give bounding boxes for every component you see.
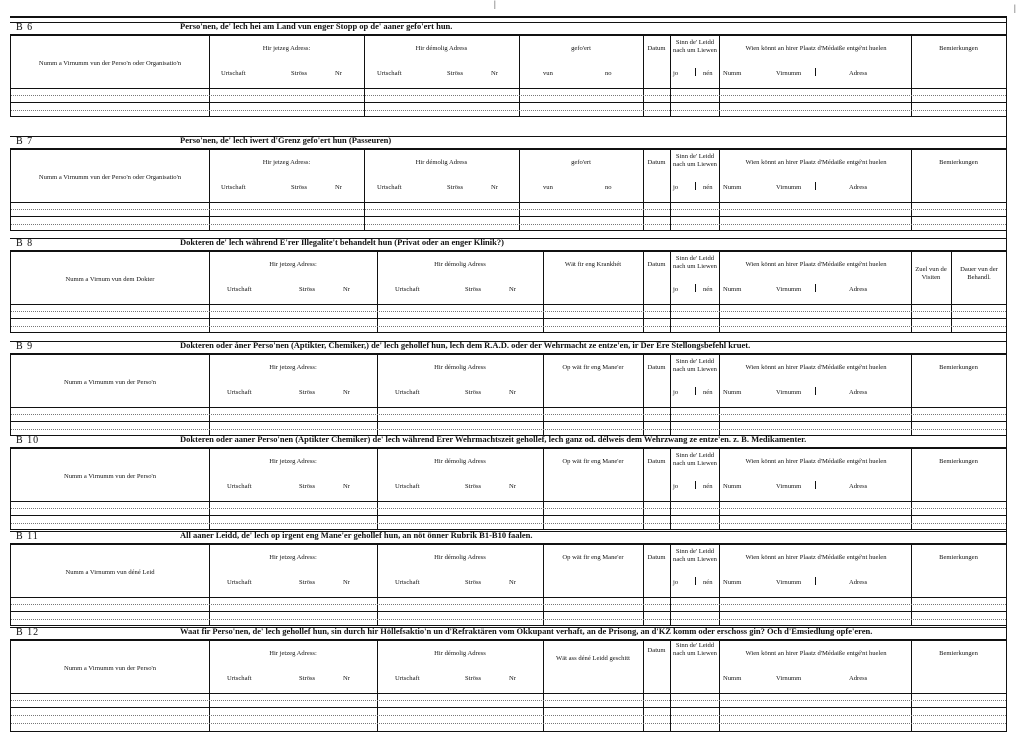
- col-datum: Datum: [647, 159, 666, 166]
- sub-strass: Ströss: [465, 675, 482, 682]
- sub-adress: Adress: [849, 675, 868, 682]
- section-title: Dokteren oder åner Perso'nen (Aptikter, Chemiker,) de' lech gehollef hun, lech dem R.A.D. oder der Wehrmacht ze entze'en, ir Der Ere Stellongsbefehl kruet.: [180, 340, 751, 350]
- sub-ort: Urtschaft: [227, 483, 252, 490]
- sub-virnumm: Virnumm: [776, 579, 802, 586]
- sub-jo: jo: [673, 70, 679, 77]
- section-table: [10, 353, 1007, 436]
- col-bemierk: Bemierkungen: [939, 364, 978, 371]
- sub-vun: vun: [543, 184, 553, 191]
- col-sinn: Sinn de' Leidd nach um Liewen: [673, 153, 717, 168]
- sub-numm: Numm: [723, 184, 742, 191]
- sub-ort: Urtschaft: [227, 389, 252, 396]
- col-sinn: Sinn de' Leidd nach um Liewen: [673, 642, 717, 657]
- col-wien: Wien könnt an hirer Plaatz d'Médaiße entgé'nt huelen: [745, 261, 887, 268]
- col-name: Numm a Virnumm vun der Perso'n: [63, 473, 157, 480]
- sub-strass: Ströss: [465, 483, 482, 490]
- sub-strass: Ströss: [465, 286, 482, 293]
- col-gefoert: gefo'ert: [571, 45, 591, 52]
- sub-numm: Numm: [723, 389, 742, 396]
- sub-no: no: [605, 184, 612, 191]
- sub-nen: nén: [703, 483, 713, 490]
- section-title: All aaner Leidd, de' lech op irgent eng Mane'er gehollef hun, an nöt önner Rubrik B1-B10 faalen.: [180, 530, 533, 540]
- sub-ort: Urtschaft: [227, 579, 252, 586]
- col-name: Numm a Virnumm vun der Perso'n oder Organisatio'n: [38, 174, 182, 181]
- sub-strass: Ströss: [299, 389, 316, 396]
- sub-virnumm: Virnumm: [776, 675, 802, 682]
- sub-strass: Ströss: [447, 70, 464, 77]
- sub-ort: Urtschaft: [227, 675, 252, 682]
- col-addr-then: Hir démolig Adress: [434, 650, 486, 657]
- col-bemierk: Bemierkungen: [939, 45, 978, 52]
- sub-nr: Nr: [343, 579, 350, 586]
- sub-numm: Numm: [723, 675, 742, 682]
- sub-ort: Urtschaft: [221, 70, 246, 77]
- col-gefoert: gefo'ert: [571, 159, 591, 166]
- sub-strass: Ströss: [299, 675, 316, 682]
- sub-nr: Nr: [509, 286, 516, 293]
- sub-nr: Nr: [343, 483, 350, 490]
- col-bemierk: Bemierkungen: [939, 650, 978, 657]
- section-table: [10, 543, 1007, 626]
- sub-ort: Urtschaft: [221, 184, 246, 191]
- col-manner: Op wät fir eng Mane'er: [562, 458, 624, 465]
- sub-ort: Urtschaft: [395, 389, 420, 396]
- col-addr-then: Hir démolig Adress: [434, 364, 486, 371]
- col-bemierk: Bemierkungen: [939, 458, 978, 465]
- col-krankhet: Wät fir eng Krankhét: [564, 261, 622, 268]
- sub-virnumm: Virnumm: [776, 70, 802, 77]
- sub-strass: Ströss: [447, 184, 464, 191]
- sub-numm: Numm: [723, 70, 742, 77]
- section-code: B 8: [16, 238, 34, 249]
- col-wien: Wien könnt an hirer Plaatz d'Médaiße entgé'nt huelen: [745, 554, 887, 561]
- sub-nen: nén: [703, 70, 713, 77]
- col-datum: Datum: [647, 554, 666, 561]
- sub-adress: Adress: [849, 389, 868, 396]
- sub-nr: Nr: [491, 184, 498, 191]
- sub-adress: Adress: [849, 70, 868, 77]
- col-geschitt: Wät ass déné Leidd geschitt: [556, 655, 630, 662]
- sub-ort: Urtschaft: [377, 70, 402, 77]
- sub-nen: nén: [703, 184, 713, 191]
- col-wien: Wien könnt an hirer Plaatz d'Médaiße entgé'nt huelen: [745, 159, 887, 166]
- section-title: Waat fir Perso'nen, de' lech gehollef hun, sin durch hir Höllefsaktio'n un d'Refraktären vom Okkupant verhaft, an de Prisong, an d'KZ komm oder erschoss gin? Och d'Emsiedlung opfe'eren.: [180, 626, 873, 636]
- sub-adress: Adress: [849, 579, 868, 586]
- col-datum: Datum: [647, 647, 666, 654]
- sub-strass: Ströss: [291, 70, 308, 77]
- col-manner: Op wät fir eng Mane'er: [562, 364, 624, 371]
- section-code: B 11: [16, 531, 39, 542]
- section-table: [10, 250, 1007, 333]
- section-title: Dokteren oder aaner Perso'nen (Aptikter Chemiker) de' lech während Erer Wehrmachtszeit gehollef, lech ganz od. délweis dem Wehrzwang ze entze'en. z. B. Medikamenter.: [180, 434, 807, 444]
- col-wien: Wien könnt an hirer Plaatz d'Médaiße entgé'nt huelen: [745, 364, 887, 371]
- sub-ort: Urtschaft: [395, 483, 420, 490]
- col-name: Numm a Virnum vun dem Dokter: [65, 276, 155, 283]
- registration-mark: |: [494, 0, 496, 9]
- col-wien: Wien könnt an hirer Plaatz d'Médaiße entgé'nt huelen: [745, 458, 887, 465]
- sub-adress: Adress: [849, 184, 868, 191]
- col-addr-now: Hir jetzeg Adress:: [262, 159, 311, 166]
- col-datum: Datum: [647, 364, 666, 371]
- sub-ort: Urtschaft: [395, 286, 420, 293]
- col-addr-now: Hir jetzeg Adress:: [269, 261, 317, 268]
- col-manner: Op wät fir eng Mane'er: [562, 554, 624, 561]
- col-addr-now: Hir jetzeg Adress:: [269, 650, 317, 657]
- col-wien: Wien könnt an hirer Plaatz d'Médaiße entgé'nt huelen: [745, 650, 887, 657]
- sub-vun: vun: [543, 70, 553, 77]
- col-addr-now: Hir jetzeg Adress:: [269, 364, 317, 371]
- col-name: Numm a Virnumm vun der Perso'n: [63, 379, 157, 386]
- sub-nen: nén: [703, 579, 713, 586]
- section-title: Perso'nen, de' lech hei am Land vun enger Stopp op de' aaner gefo'ert hun.: [180, 21, 453, 31]
- sub-nr: Nr: [335, 184, 342, 191]
- sub-ort: Urtschaft: [395, 579, 420, 586]
- col-datum: Datum: [647, 45, 666, 52]
- section-code: B 9: [16, 341, 34, 352]
- sub-no: no: [605, 70, 612, 77]
- col-addr-now: Hir jetzeg Adress:: [269, 554, 317, 561]
- section-code: B 6: [16, 22, 34, 33]
- sub-strass: Ströss: [299, 483, 316, 490]
- section-title: Dokteren de' lech während E'rer Illegalite't behandelt hun (Privat oder an enger Klinik?): [180, 237, 504, 247]
- sub-nr: Nr: [491, 70, 498, 77]
- col-bemierk: Bemierkungen: [939, 554, 978, 561]
- col-sinn: Sinn de' Leidd nach um Liewen: [673, 39, 717, 54]
- sub-nr: Nr: [509, 483, 516, 490]
- sub-virnumm: Virnumm: [776, 389, 802, 396]
- sub-numm: Numm: [723, 483, 742, 490]
- sub-ort: Urtschaft: [377, 184, 402, 191]
- section-table: [10, 639, 1007, 732]
- sub-nr: Nr: [509, 675, 516, 682]
- sub-nr: Nr: [509, 579, 516, 586]
- col-sinn: Sinn de' Leidd nach um Liewen: [673, 358, 717, 373]
- sub-jo: jo: [673, 483, 679, 490]
- sub-adress: Adress: [849, 286, 868, 293]
- col-addr-then: Hir démolig Adress: [415, 159, 468, 166]
- sub-strass: Ströss: [291, 184, 308, 191]
- sub-numm: Numm: [723, 286, 742, 293]
- sub-virnumm: Virnumm: [776, 286, 802, 293]
- col-zuel: Zuel vun de Visiten: [915, 266, 947, 281]
- sub-strass: Ströss: [299, 286, 316, 293]
- sub-jo: jo: [673, 389, 679, 396]
- col-addr-now: Hir jetzeg Adress:: [269, 458, 317, 465]
- sub-nr: Nr: [343, 675, 350, 682]
- col-name: Numm a Virnumm vun déné Leid: [65, 569, 155, 576]
- sub-jo: jo: [673, 579, 679, 586]
- sub-ort: Urtschaft: [395, 675, 420, 682]
- section-code: B 7: [16, 136, 34, 147]
- col-datum: Datum: [647, 261, 666, 268]
- col-addr-then: Hir démolig Adress: [415, 45, 468, 52]
- sub-jo: jo: [673, 286, 679, 293]
- col-datum: Datum: [647, 458, 666, 465]
- sub-nr: Nr: [509, 389, 516, 396]
- col-sinn: Sinn de' Leidd nach um Liewen: [673, 548, 717, 563]
- registration-mark: |: [1014, 3, 1016, 13]
- sub-strass: Ströss: [299, 579, 316, 586]
- section-title: Perso'nen, de' lech iwert d'Grenz gefo'ert hun (Passeuren): [180, 135, 392, 145]
- sub-virnumm: Virnumm: [776, 184, 802, 191]
- sub-jo: jo: [673, 184, 679, 191]
- section-table: [10, 447, 1007, 530]
- section-code: B 10: [16, 435, 40, 446]
- col-wien: Wien könnt an hirer Plaatz d'Médaiße entgé'nt huelen: [745, 45, 887, 52]
- col-addr-now: Hir jetzeg Adress:: [262, 45, 311, 52]
- sub-nen: nén: [703, 286, 713, 293]
- sub-adress: Adress: [849, 483, 868, 490]
- section-code: B 12: [16, 627, 40, 638]
- sub-nr: Nr: [335, 70, 342, 77]
- sub-nr: Nr: [343, 286, 350, 293]
- col-name: Numm a Virnumm vun der Perso'n: [63, 665, 157, 672]
- sub-ort: Urtschaft: [227, 286, 252, 293]
- section-table: [10, 34, 1007, 117]
- section-table: [10, 148, 1007, 231]
- col-sinn: Sinn de' Leidd nach um Liewen: [673, 255, 717, 270]
- col-name: Numm a Virnumm vun der Perso'n oder Organisatio'n: [38, 60, 182, 67]
- sub-numm: Numm: [723, 579, 742, 586]
- sub-nen: nén: [703, 389, 713, 396]
- col-addr-then: Hir démolig Adress: [434, 458, 486, 465]
- col-addr-then: Hir démolig Adress: [434, 554, 486, 561]
- col-sinn: Sinn de' Leidd nach um Liewen: [673, 452, 717, 467]
- sub-virnumm: Virnumm: [776, 483, 802, 490]
- col-dauer: Dauer vun der Behandl.: [960, 266, 998, 281]
- col-addr-then: Hir démolig Adress: [434, 261, 486, 268]
- sub-strass: Ströss: [465, 579, 482, 586]
- sub-strass: Ströss: [465, 389, 482, 396]
- col-bemierk: Bemierkungen: [939, 159, 978, 166]
- sub-nr: Nr: [343, 389, 350, 396]
